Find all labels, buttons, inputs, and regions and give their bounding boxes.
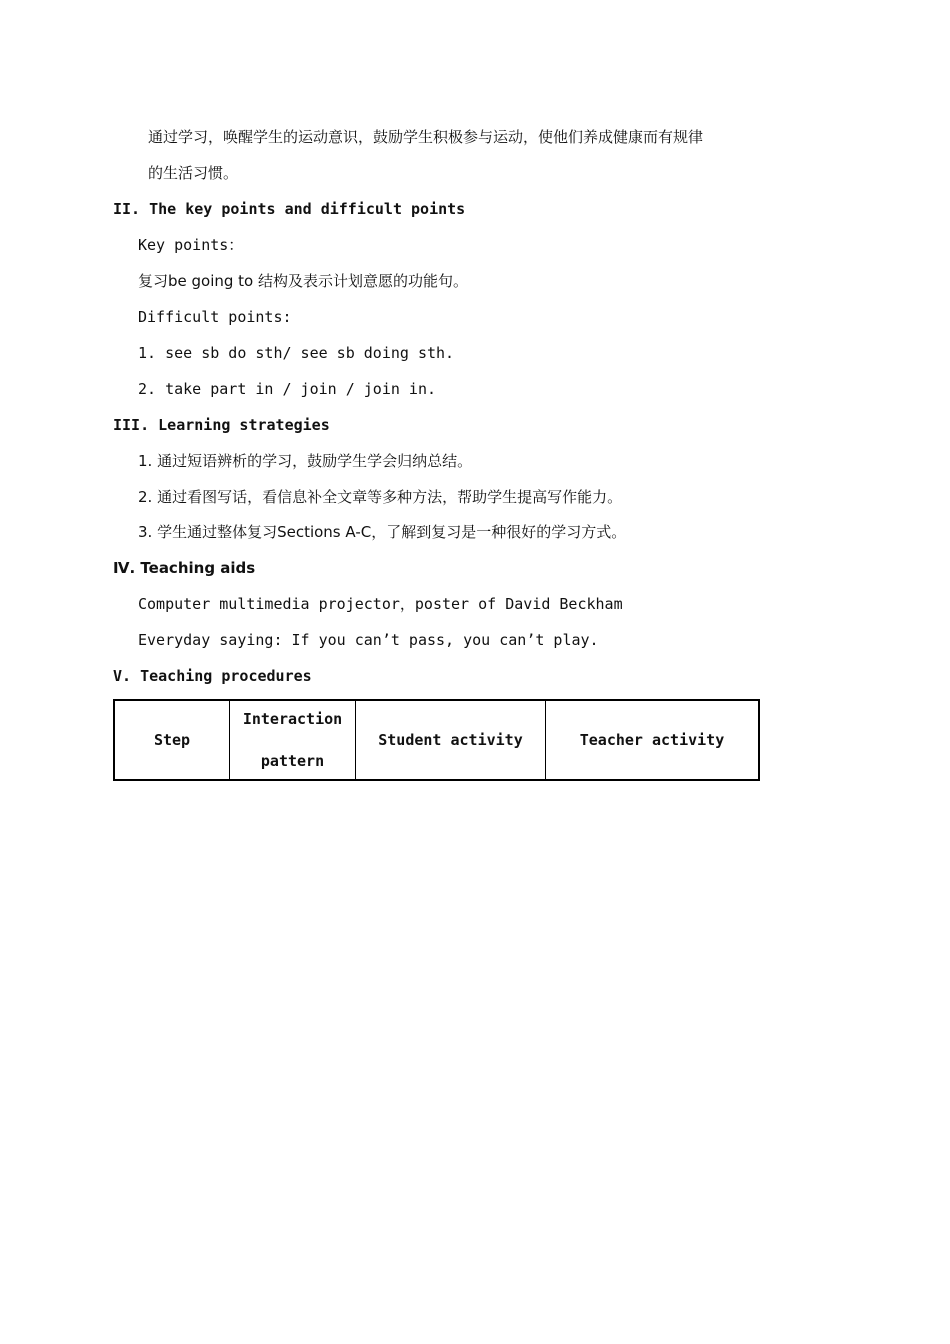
objectives-line-1: 通过学习，唤醒学生的运动意识，鼓励学生积极参与运动，使他们养成健康而有规律 <box>148 128 704 146</box>
key-points-label: Key points： <box>138 236 244 254</box>
teaching-aids-heading: Ⅳ. Teaching aids <box>113 559 256 577</box>
difficult-points-label: Difficult points: <box>138 308 292 326</box>
header-step: Step <box>114 700 230 780</box>
strategy-item: 3. 学生通过整体复习Sections A-C，了解到复习是一种很好的学习方式。 <box>138 523 627 541</box>
teaching-aids-line-1: Computer multimedia projector，poster of David Beckham <box>138 595 623 613</box>
header-teacher-activity: Teacher activity <box>546 700 760 780</box>
header-interaction-line-2: pattern <box>260 752 325 770</box>
learning-strategies-heading: III. Learning strategies <box>113 416 330 434</box>
teaching-aids-line-2: Everyday saying: If you can’t pass, you can’t play. <box>138 631 599 649</box>
header-student-activity: Student activity <box>356 700 546 780</box>
table-header-row <box>114 700 759 780</box>
procedures-table <box>113 699 760 781</box>
strategy-item: 2. 通过看图写话，看信息补全文章等多种方法，帮助学生提高写作能力。 <box>138 488 623 506</box>
difficult-point-item: 2. take part in / join / join in. <box>138 380 437 398</box>
objectives-line-2: 的生活习惯。 <box>148 164 239 182</box>
teaching-procedures-heading: V. Teaching procedures <box>113 667 312 685</box>
header-interaction-pattern <box>230 700 356 780</box>
strategy-item: 1. 通过短语辨析的学习，鼓励学生学会归纳总结。 <box>138 452 473 470</box>
key-points-heading: II. The key points and difficult points <box>113 200 466 218</box>
difficult-point-item: 1. see sb do sth/ see sb doing sth. <box>138 344 455 362</box>
key-points-text: 复习be going to 结构及表示计划意愿的功能句。 <box>138 272 469 290</box>
header-interaction-line-1: Interaction <box>242 710 343 728</box>
